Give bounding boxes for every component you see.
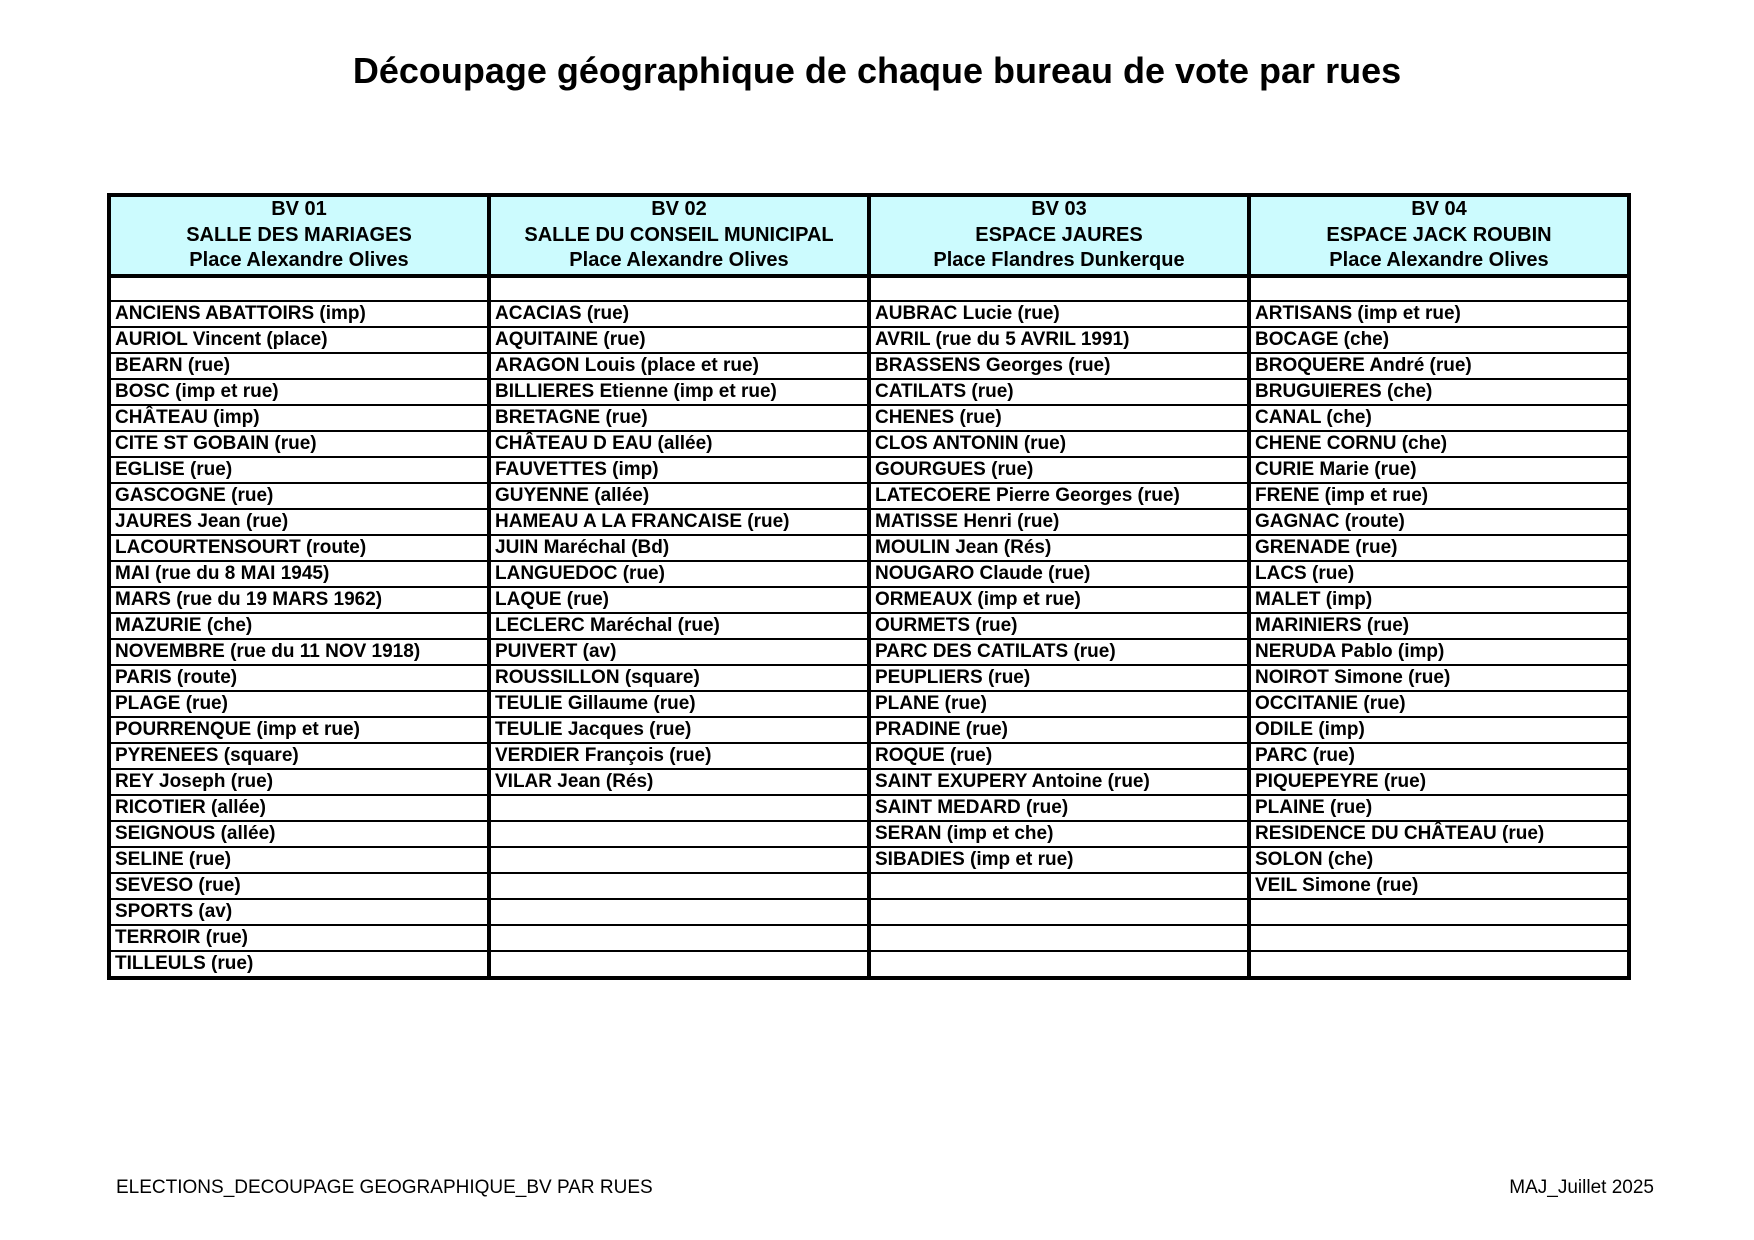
street-cell: RICOTIER (allée) bbox=[109, 795, 489, 821]
spacer-cell bbox=[869, 276, 1249, 301]
table-row bbox=[109, 951, 1629, 978]
street-cell: FAUVETTES (imp) bbox=[489, 457, 869, 483]
table-row bbox=[109, 847, 1629, 873]
street-cell: AQUITAINE (rue) bbox=[489, 327, 869, 353]
street-cell: CURIE Marie (rue) bbox=[1249, 457, 1629, 483]
street-cell: BRUGUIERES (che) bbox=[1249, 379, 1629, 405]
table-row bbox=[109, 613, 1629, 639]
street-cell: RESIDENCE DU CHÂTEAU (rue) bbox=[1249, 821, 1629, 847]
street-cell: ROQUE (rue) bbox=[869, 743, 1249, 769]
street-cell: MAI (rue du 8 MAI 1945) bbox=[109, 561, 489, 587]
street-cell: MARINIERS (rue) bbox=[1249, 613, 1629, 639]
street-cell bbox=[489, 899, 869, 925]
spacer-cell bbox=[489, 276, 869, 301]
table-row bbox=[109, 457, 1629, 483]
street-cell bbox=[869, 899, 1249, 925]
column-header-bv01 bbox=[109, 195, 489, 276]
street-cell: GAGNAC (route) bbox=[1249, 509, 1629, 535]
street-cell: BOCAGE (che) bbox=[1249, 327, 1629, 353]
street-cell: MARS (rue du 19 MARS 1962) bbox=[109, 587, 489, 613]
page-title: Découpage géographique de chaque bureau de vote par rues bbox=[352, 50, 1402, 91]
street-cell: GRENADE (rue) bbox=[1249, 535, 1629, 561]
polling-stations-table bbox=[107, 193, 1631, 980]
street-cell: ACACIAS (rue) bbox=[489, 301, 869, 327]
bv-code: BV 04 bbox=[1411, 198, 1467, 220]
table-row bbox=[109, 743, 1629, 769]
street-cell: VEIL Simone (rue) bbox=[1249, 873, 1629, 899]
bv-name: SALLE DU CONSEIL MUNICIPAL bbox=[524, 223, 834, 246]
street-cell: EGLISE (rue) bbox=[109, 457, 489, 483]
header-row bbox=[109, 195, 1629, 276]
spacer-cell bbox=[1249, 276, 1629, 301]
street-cell: LATECOERE Pierre Georges (rue) bbox=[869, 483, 1249, 509]
street-cell: VILAR Jean (Rés) bbox=[489, 769, 869, 795]
street-cell: SAINT EXUPERY Antoine (rue) bbox=[869, 769, 1249, 795]
street-cell: NOUGARO Claude (rue) bbox=[869, 561, 1249, 587]
street-cell: PLANE (rue) bbox=[869, 691, 1249, 717]
street-cell bbox=[869, 951, 1249, 978]
street-cell: MOULIN Jean (Rés) bbox=[869, 535, 1249, 561]
street-cell: ODILE (imp) bbox=[1249, 717, 1629, 743]
street-cell: HAMEAU A LA FRANCAISE (rue) bbox=[489, 509, 869, 535]
street-cell: PEUPLIERS (rue) bbox=[869, 665, 1249, 691]
street-cell: BOSC (imp et rue) bbox=[109, 379, 489, 405]
street-cell: PYRENEES (square) bbox=[109, 743, 489, 769]
table-row bbox=[109, 769, 1629, 795]
column-header-bv04 bbox=[1249, 195, 1629, 276]
street-cell: PARC (rue) bbox=[1249, 743, 1629, 769]
street-cell: MATISSE Henri (rue) bbox=[869, 509, 1249, 535]
street-cell: ARTISANS (imp et rue) bbox=[1249, 301, 1629, 327]
street-cell: REY Joseph (rue) bbox=[109, 769, 489, 795]
street-cell: JUIN Maréchal (Bd) bbox=[489, 535, 869, 561]
street-cell: LAQUE (rue) bbox=[489, 587, 869, 613]
column-header-bv03 bbox=[869, 195, 1249, 276]
table-row bbox=[109, 821, 1629, 847]
street-cell: MALET (imp) bbox=[1249, 587, 1629, 613]
table-row bbox=[109, 717, 1629, 743]
street-cell: TEULIE Gillaume (rue) bbox=[489, 691, 869, 717]
street-cell: SAINT MEDARD (rue) bbox=[869, 795, 1249, 821]
street-cell: LACS (rue) bbox=[1249, 561, 1629, 587]
street-cell: MAZURIE (che) bbox=[109, 613, 489, 639]
bv-code: BV 02 bbox=[651, 198, 707, 220]
street-cell bbox=[869, 873, 1249, 899]
table-row bbox=[109, 561, 1629, 587]
street-cell bbox=[489, 795, 869, 821]
bv-code: BV 01 bbox=[271, 198, 327, 220]
street-cell: PUIVERT (av) bbox=[489, 639, 869, 665]
table-row bbox=[109, 925, 1629, 951]
street-cell: SIBADIES (imp et rue) bbox=[869, 847, 1249, 873]
street-cell bbox=[489, 925, 869, 951]
bv-name: SALLE DES MARIAGES bbox=[186, 223, 412, 246]
street-cell: ARAGON Louis (place et rue) bbox=[489, 353, 869, 379]
street-cell: OURMETS (rue) bbox=[869, 613, 1249, 639]
street-cell: GUYENNE (allée) bbox=[489, 483, 869, 509]
street-cell: AUBRAC Lucie (rue) bbox=[869, 301, 1249, 327]
street-cell: SERAN (imp et che) bbox=[869, 821, 1249, 847]
bv-address: Place Alexandre Olives bbox=[189, 249, 409, 271]
street-cell: LACOURTENSOURT (route) bbox=[109, 535, 489, 561]
street-cell: POURRENQUE (imp et rue) bbox=[109, 717, 489, 743]
street-cell: TILLEULS (rue) bbox=[109, 951, 489, 978]
street-cell: ANCIENS ABATTOIRS (imp) bbox=[109, 301, 489, 327]
street-cell: SEIGNOUS (allée) bbox=[109, 821, 489, 847]
street-cell: CANAL (che) bbox=[1249, 405, 1629, 431]
street-cell: LECLERC Maréchal (rue) bbox=[489, 613, 869, 639]
street-cell: BEARN (rue) bbox=[109, 353, 489, 379]
street-cell: SELINE (rue) bbox=[109, 847, 489, 873]
street-cell bbox=[489, 951, 869, 978]
street-cell: CITE ST GOBAIN (rue) bbox=[109, 431, 489, 457]
street-cell: OCCITANIE (rue) bbox=[1249, 691, 1629, 717]
table-row bbox=[109, 639, 1629, 665]
street-cell: GASCOGNE (rue) bbox=[109, 483, 489, 509]
street-cell: SEVESO (rue) bbox=[109, 873, 489, 899]
street-cell: CHÂTEAU (imp) bbox=[109, 405, 489, 431]
street-cell: PLAINE (rue) bbox=[1249, 795, 1629, 821]
street-cell bbox=[489, 821, 869, 847]
spacer-row bbox=[109, 276, 1629, 301]
footer-update-date: MAJ_Juillet 2025 bbox=[1509, 1177, 1654, 1198]
table-row bbox=[109, 873, 1629, 899]
street-cell bbox=[489, 847, 869, 873]
table-row bbox=[109, 483, 1629, 509]
street-cell bbox=[1249, 951, 1629, 978]
street-cell: AVRIL (rue du 5 AVRIL 1991) bbox=[869, 327, 1249, 353]
table-row bbox=[109, 301, 1629, 327]
street-cell: CHÂTEAU D EAU (allée) bbox=[489, 431, 869, 457]
street-list bbox=[109, 276, 1629, 978]
street-cell: PLAGE (rue) bbox=[109, 691, 489, 717]
street-cell bbox=[1249, 899, 1629, 925]
table-row bbox=[109, 379, 1629, 405]
table-row bbox=[109, 535, 1629, 561]
street-cell: SOLON (che) bbox=[1249, 847, 1629, 873]
street-cell: CLOS ANTONIN (rue) bbox=[869, 431, 1249, 457]
street-cell: NOIROT Simone (rue) bbox=[1249, 665, 1629, 691]
street-cell: JAURES Jean (rue) bbox=[109, 509, 489, 535]
table-row bbox=[109, 899, 1629, 925]
street-cell: ROUSSILLON (square) bbox=[489, 665, 869, 691]
street-cell: BRETAGNE (rue) bbox=[489, 405, 869, 431]
bv-address: Place Alexandre Olives bbox=[569, 249, 789, 271]
street-cell: TEULIE Jacques (rue) bbox=[489, 717, 869, 743]
street-cell: ORMEAUX (imp et rue) bbox=[869, 587, 1249, 613]
street-cell bbox=[489, 873, 869, 899]
table-row bbox=[109, 691, 1629, 717]
street-cell: PRADINE (rue) bbox=[869, 717, 1249, 743]
bv-name: ESPACE JACK ROUBIN bbox=[1326, 223, 1552, 246]
street-cell: NERUDA Pablo (imp) bbox=[1249, 639, 1629, 665]
table-row bbox=[109, 509, 1629, 535]
street-cell: PARC DES CATILATS (rue) bbox=[869, 639, 1249, 665]
street-cell: FRENE (imp et rue) bbox=[1249, 483, 1629, 509]
street-cell bbox=[1249, 925, 1629, 951]
street-cell: CHENE CORNU (che) bbox=[1249, 431, 1629, 457]
table-row bbox=[109, 405, 1629, 431]
street-cell: CHENES (rue) bbox=[869, 405, 1249, 431]
street-cell: LANGUEDOC (rue) bbox=[489, 561, 869, 587]
street-cell: GOURGUES (rue) bbox=[869, 457, 1249, 483]
street-cell: CATILATS (rue) bbox=[869, 379, 1249, 405]
street-cell: BILLIERES Etienne (imp et rue) bbox=[489, 379, 869, 405]
street-cell: PARIS (route) bbox=[109, 665, 489, 691]
street-cell: TERROIR (rue) bbox=[109, 925, 489, 951]
footer-document-name: ELECTIONS_DECOUPAGE GEOGRAPHIQUE_BV PAR RUES bbox=[116, 1177, 653, 1198]
street-cell: BRASSENS Georges (rue) bbox=[869, 353, 1249, 379]
bv-name: ESPACE JAURES bbox=[975, 223, 1143, 246]
table-row bbox=[109, 353, 1629, 379]
street-cell: BROQUERE André (rue) bbox=[1249, 353, 1629, 379]
table-row bbox=[109, 795, 1629, 821]
street-cell: VERDIER François (rue) bbox=[489, 743, 869, 769]
street-cell: SPORTS (av) bbox=[109, 899, 489, 925]
bv-address: Place Alexandre Olives bbox=[1329, 249, 1549, 271]
bv-address: Place Flandres Dunkerque bbox=[933, 249, 1185, 271]
table-row bbox=[109, 587, 1629, 613]
table-row bbox=[109, 431, 1629, 457]
table-row bbox=[109, 327, 1629, 353]
street-cell: PIQUEPEYRE (rue) bbox=[1249, 769, 1629, 795]
table-row bbox=[109, 665, 1629, 691]
bv-code: BV 03 bbox=[1031, 198, 1087, 220]
street-cell bbox=[869, 925, 1249, 951]
street-cell: NOVEMBRE (rue du 11 NOV 1918) bbox=[109, 639, 489, 665]
street-cell: AURIOL Vincent (place) bbox=[109, 327, 489, 353]
spacer-cell bbox=[109, 276, 489, 301]
column-header-bv02 bbox=[489, 195, 869, 276]
